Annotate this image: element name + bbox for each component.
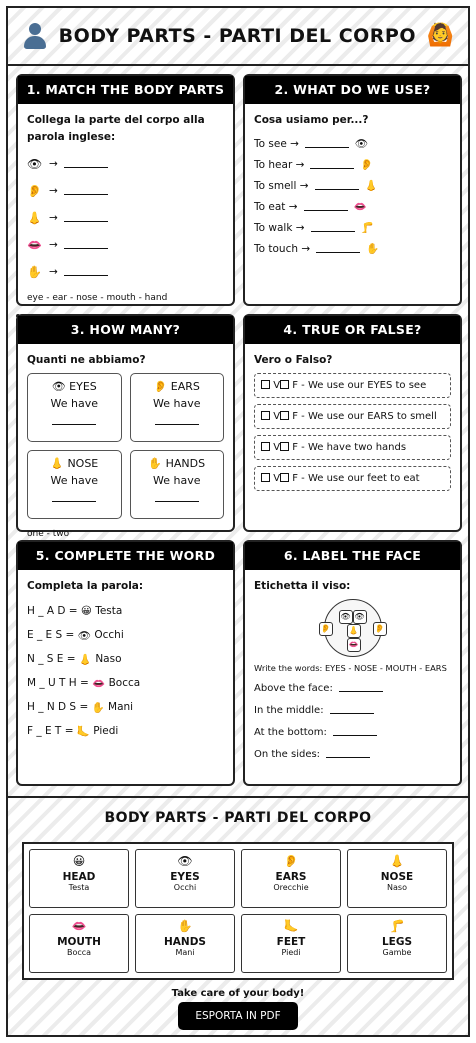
answer-blank[interactable] [333, 728, 377, 736]
ear-icon: 👂 [319, 622, 333, 636]
answer-blank[interactable] [304, 203, 348, 211]
true-label: V [273, 442, 281, 453]
arrow: → [49, 157, 58, 170]
tf-statement [254, 435, 451, 460]
card-complete-word [16, 540, 235, 786]
card-complete-title: 5. COMPLETE THE WORD [18, 542, 233, 570]
tf-statement-text: - We use our EYES to see [301, 380, 427, 391]
hand-icon: ✋ [177, 919, 193, 933]
arrow: → [49, 238, 58, 251]
card-label-face [243, 540, 462, 786]
answer-blank[interactable] [64, 214, 108, 222]
arrow: → [49, 265, 58, 278]
label-row-text: On the sides: [254, 748, 321, 760]
tf-statement [254, 466, 451, 491]
false-label: F [292, 411, 298, 422]
count-box-text: We have [153, 397, 201, 410]
use-row [254, 133, 451, 154]
export-pdf-button[interactable]: ESPORTA IN PDF [178, 1002, 298, 1030]
face-diagram [320, 599, 385, 657]
label-row [254, 699, 451, 721]
true-label: V [273, 473, 281, 484]
summary-cell-eyes [135, 849, 235, 908]
count-box-label: EYES [69, 380, 97, 393]
arrow: → [49, 184, 58, 197]
false-checkbox[interactable] [280, 442, 289, 451]
italian-word: Orecchie [273, 883, 309, 892]
match-word-bank: eye - ear - nose - mouth - hand [27, 293, 168, 303]
mouth-icon: 👄 [71, 919, 87, 933]
foot-icon: 🦶 [76, 725, 90, 738]
word-puzzle: M _ U T H = [27, 677, 89, 689]
ear-icon: 👂 [27, 183, 42, 198]
arrow: → [49, 211, 58, 224]
answer-blank[interactable] [155, 424, 199, 425]
label-row [254, 721, 451, 743]
count-box-label: HANDS [165, 457, 206, 470]
card-what-do-we-use [243, 74, 462, 306]
eye-icon: 👁 [353, 610, 367, 624]
italian-word: Naso [95, 653, 122, 665]
word-puzzle: F _ E T = [27, 725, 74, 737]
eye-icon: 👁 [354, 138, 369, 150]
complete-row [27, 719, 224, 743]
answer-blank[interactable] [310, 161, 354, 169]
eye-icon: 👁 [177, 854, 193, 868]
summary-cell-legs [347, 914, 447, 973]
eye-icon: 👁 [77, 629, 92, 642]
false-label: F [292, 380, 298, 391]
match-row [27, 231, 224, 258]
summary-section [8, 796, 468, 1036]
nose-icon: 👃 [27, 210, 42, 225]
label-row-text: In the middle: [254, 704, 324, 716]
italian-word: Bocca [66, 948, 92, 957]
italian-word: Occhi [94, 629, 124, 641]
use-row [254, 196, 451, 217]
answer-blank[interactable] [64, 268, 108, 276]
eye-icon: 👁 [27, 156, 43, 171]
false-label: F [292, 473, 298, 484]
card-label-title: 6. LABEL THE FACE [245, 542, 460, 570]
italian-word: Piedi [281, 948, 301, 957]
ear-icon: 👂 [360, 159, 374, 171]
italian-word: Piedi [93, 725, 119, 737]
italian-word: Testa [68, 883, 90, 892]
label-word-bank: Write the words: EYES - NOSE - MOUTH - EARS [254, 663, 447, 673]
card-tf-title: 4. TRUE OR FALSE? [245, 316, 460, 344]
tf-statement [254, 373, 451, 398]
use-row [254, 175, 451, 196]
english-word: EARS [275, 871, 307, 883]
care-message: Take care of your body! [171, 988, 305, 999]
english-word: HANDS [164, 936, 206, 948]
eye-icon: 👁 [51, 380, 66, 393]
card-match-title: 1. MATCH THE BODY PARTS [18, 76, 233, 104]
answer-blank[interactable] [64, 187, 108, 195]
true-label: V [273, 411, 281, 422]
word-puzzle: H _ N D S = [27, 701, 89, 713]
worksheet-page [6, 6, 470, 1037]
many-word-bank: one - two [27, 529, 70, 539]
match-row [27, 204, 224, 231]
answer-blank[interactable] [316, 245, 360, 253]
complete-row [27, 599, 224, 623]
answer-blank[interactable] [305, 140, 349, 148]
label-row [254, 743, 451, 765]
true-checkbox[interactable] [261, 442, 270, 451]
answer-blank[interactable] [52, 424, 96, 425]
count-box-text: We have [153, 474, 201, 487]
summary-cell-head [29, 849, 129, 908]
answer-blank[interactable] [52, 501, 96, 502]
card-use-title: 2. WHAT DO WE USE? [245, 76, 460, 104]
tf-instruction: Vero o Falso? [254, 354, 333, 366]
mouth-icon: 👄 [347, 638, 361, 652]
card-how-many [16, 314, 235, 539]
summary-cell-mouth [29, 914, 129, 973]
label-row [254, 677, 451, 699]
hand-icon: ✋ [366, 243, 380, 255]
nose-icon: 👃 [78, 653, 92, 666]
complete-row [27, 695, 224, 719]
english-word: EYES [170, 871, 200, 883]
false-label: F [292, 442, 298, 453]
count-box-ears [130, 373, 225, 442]
italian-word: Testa [95, 605, 123, 617]
match-row [27, 258, 224, 285]
summary-grid [22, 842, 454, 980]
count-box-hands [130, 450, 225, 519]
summary-cell-hands [135, 914, 235, 973]
match-row [27, 177, 224, 204]
summary-cell-ears [241, 849, 341, 908]
use-row [254, 238, 451, 259]
answer-blank[interactable] [311, 224, 355, 232]
page-header [8, 8, 468, 66]
italian-word: Gambe [382, 948, 412, 957]
face-emoji-icon: 🙆 [426, 23, 454, 48]
tf-statement [254, 404, 451, 429]
leg-icon: 🦵 [389, 919, 405, 933]
match-row [27, 150, 224, 177]
english-word: FEET [276, 936, 306, 948]
english-word: NOSE [380, 871, 414, 883]
answer-blank[interactable] [315, 182, 359, 190]
leg-icon: 🦵 [360, 222, 374, 234]
count-box-text: We have [50, 397, 98, 410]
summary-cell-feet [241, 914, 341, 973]
complete-instruction: Completa la parola: [27, 580, 144, 592]
ear-icon: 👂 [373, 622, 387, 636]
hand-icon: ✋ [27, 264, 42, 279]
mouth-icon: 👄 [92, 677, 106, 690]
head-icon: 😀 [80, 605, 92, 617]
mouth-icon: 👄 [27, 237, 42, 252]
use-row-text: To smell → [254, 179, 309, 192]
english-word: HEAD [62, 871, 96, 883]
use-row-text: To touch → [254, 242, 311, 255]
use-row-text: To eat → [254, 200, 298, 213]
word-puzzle: E _ E S = [27, 629, 75, 641]
mouth-icon: 👄 [353, 201, 367, 213]
italian-word: Occhi [173, 883, 197, 892]
use-row [254, 217, 451, 238]
answer-blank[interactable] [330, 706, 374, 714]
word-puzzle: N _ S E = [27, 653, 76, 665]
use-row-text: To see → [254, 137, 299, 150]
word-puzzle: H _ A D = [27, 605, 78, 617]
summary-cell-nose [347, 849, 447, 908]
label-row-text: Above the face: [254, 682, 333, 694]
head-icon: 😀 [72, 854, 86, 868]
answer-blank[interactable] [64, 241, 108, 249]
ear-icon: 👂 [283, 854, 299, 868]
answer-blank[interactable] [326, 750, 370, 758]
italian-word: Mani [108, 701, 134, 713]
answer-blank[interactable] [339, 684, 383, 692]
foot-icon: 🦶 [283, 919, 299, 933]
card-many-title: 3. HOW MANY? [18, 316, 233, 344]
true-checkbox[interactable] [261, 380, 270, 389]
english-word: LEGS [381, 936, 413, 948]
page-title: BODY PARTS - PARTI DEL CORPO [58, 25, 416, 47]
false-checkbox[interactable] [280, 473, 289, 482]
nose-icon: 👃 [364, 180, 378, 192]
count-box-eyes [27, 373, 122, 442]
many-instruction: Quanti ne abbiamo? [27, 354, 146, 366]
label-row-text: At the bottom: [254, 726, 327, 738]
eye-icon: 👁 [339, 610, 353, 624]
use-row-text: To walk → [254, 221, 305, 234]
user-avatar-icon [22, 21, 48, 51]
label-instruction: Etichetta il viso: [254, 580, 351, 592]
summary-title: BODY PARTS - PARTI DEL CORPO [104, 810, 372, 826]
answer-blank[interactable] [155, 501, 199, 502]
complete-row [27, 647, 224, 671]
hand-icon: ✋ [148, 457, 163, 470]
tf-statement-text: - We use our feet to eat [301, 473, 420, 484]
count-box-label: EARS [170, 380, 200, 393]
false-checkbox[interactable] [280, 380, 289, 389]
use-row-text: To hear → [254, 158, 305, 171]
match-instruction: Collega la parte del corpo alla parola inglese: [27, 114, 205, 143]
italian-word: Bocca [108, 677, 141, 689]
hand-icon: ✋ [91, 701, 105, 714]
true-checkbox[interactable] [261, 411, 270, 420]
ear-icon: 👂 [153, 380, 168, 393]
use-row [254, 154, 451, 175]
count-box-nose [27, 450, 122, 519]
nose-icon: 👃 [389, 854, 405, 868]
card-true-or-false [243, 314, 462, 532]
count-box-text: We have [50, 474, 98, 487]
card-match [16, 74, 235, 306]
nose-icon: 👃 [50, 457, 64, 470]
count-box-label: NOSE [67, 457, 99, 470]
tf-statement-text: - We use our EARS to smell [301, 411, 437, 422]
english-word: MOUTH [57, 936, 101, 948]
complete-row [27, 671, 224, 695]
use-instruction: Cosa usiamo per...? [254, 114, 369, 126]
false-checkbox[interactable] [280, 411, 289, 420]
nose-icon: 👃 [347, 624, 361, 638]
answer-blank[interactable] [64, 160, 108, 168]
exercise-cards [8, 66, 468, 794]
tf-statement-text: - We have two hands [301, 442, 407, 453]
true-checkbox[interactable] [261, 473, 270, 482]
complete-row [27, 623, 224, 647]
italian-word: Naso [387, 883, 407, 892]
true-label: V [273, 380, 281, 391]
italian-word: Mani [175, 948, 195, 957]
